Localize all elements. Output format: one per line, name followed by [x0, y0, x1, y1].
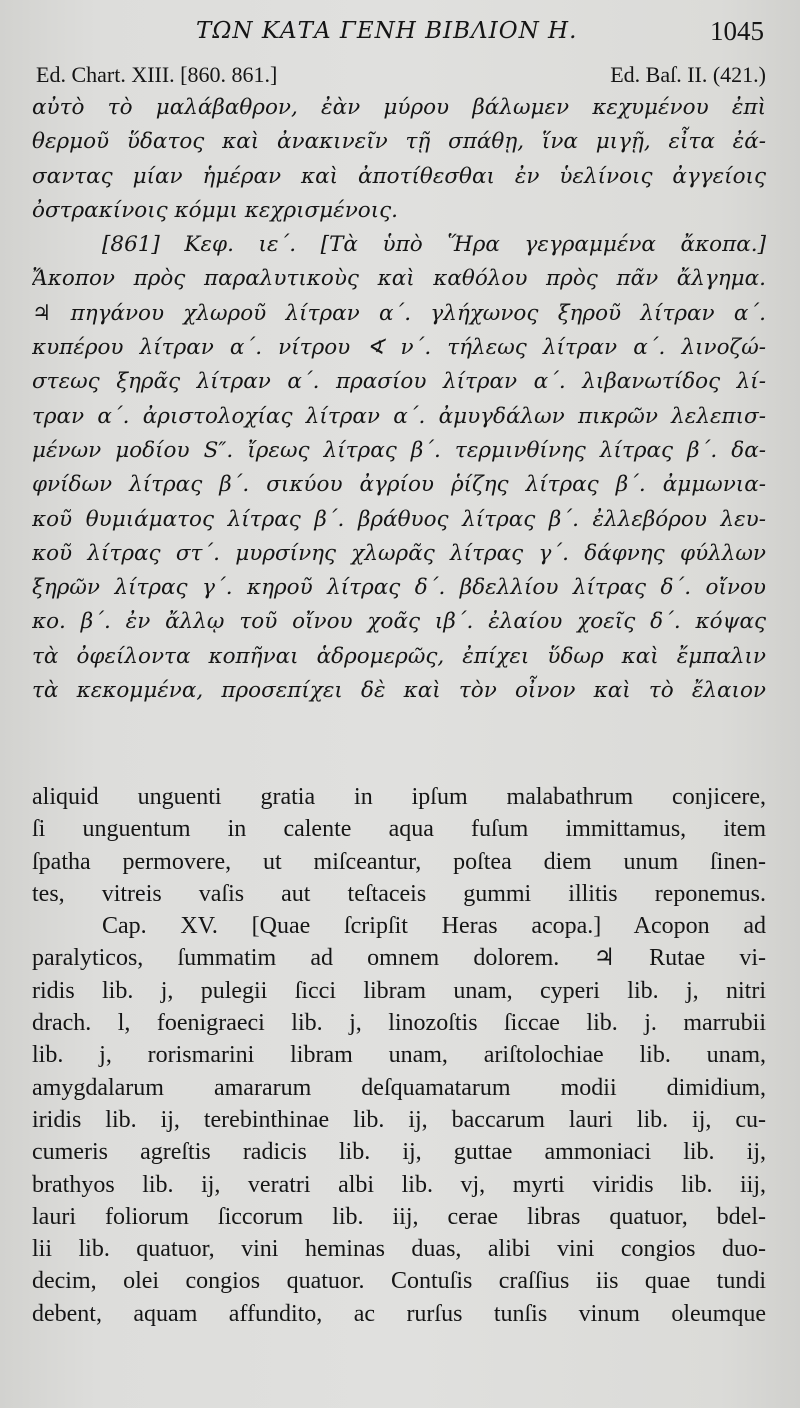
greek-line: αὐτὸ τὸ μαλάβαθρον, ἐὰν μύρου βάλωμεν κεχυμένου ἐπὶ [32, 95, 766, 120]
greek-line: τὰ κεκομμένα, προσεπίχει δὲ καὶ τὸν οἶνον καὶ τὸ ἔλαιον [32, 678, 766, 704]
latin-text-block [32, 781, 766, 1330]
greek-line: κοῦ λίτρας στ΄. μυρσίνης χλωρᾶς λίτρας γ΄. δάφνης φύλλων [32, 540, 766, 566]
latin-line: lauri foliorum ſiccorum lib. iij, cerae libras quatuor, bdel- [32, 1203, 766, 1230]
latin-chapter-heading: Cap. XV. [Quae ſcripſit Heras acopa.] Acopon ad [102, 913, 766, 940]
greek-line: φνίδων λίτρας β΄. σικύου ἀγρίου ῥίζης λίτρας β΄. ἀμμωνια- [32, 472, 766, 498]
latin-line: ſi unguentum in calente aqua fuſum immittamus, item [32, 816, 766, 843]
greek-line: στεως ξηρᾶς λίτραν α΄. πρασίου λίτραν α΄. λιβανωτίδος λί- [32, 369, 766, 395]
page-number: 1045 [710, 16, 764, 46]
greek-line: κο. β΄. ἐν ἄλλῳ τοῦ οἴνου χοᾶς ιβ΄. ἐλαίου χοεῖς δ΄. κόψας [32, 609, 766, 635]
latin-line: tes, vitreis vaſis aut teſtaceis gummi illitis reponemus. [32, 880, 766, 907]
greek-line: θερμοῦ ὕδατος καὶ ἀνακινεῖν τῇ σπάθῃ, ἵνα μιγῇ, εἶτα ἐά- [32, 129, 766, 155]
latin-line: drach. l, foenigraeci lib. j, linozoſtis ſiccae lib. j. marrubii [32, 1010, 766, 1037]
greek-line: μένων μοδίου S″. ἴρεως λίτρας β΄. τερμινθίνης λίτρας β΄. δα- [32, 437, 766, 463]
greek-line: ♃ πηγάνου χλωροῦ λίτραν α΄. γλήχωνος ξηροῦ λίτραν α΄. [32, 300, 766, 326]
latin-line: aliquid unguenti gratia in ipſum malabathrum conjicere, [32, 784, 766, 810]
greek-chapter-heading: [861] Κεφ. ιε΄. [Τὰ ὑπὸ Ἥρα γεγραμμένα ἄκοπα.] [102, 232, 766, 258]
greek-line: τραν α΄. ἀριστολοχίας λίτραν α΄. ἀμυγδάλων πικρῶν λελεπισ- [32, 403, 766, 429]
greek-line: ὀστρακίνοις κόμμι κεχρισμένοις. [32, 197, 399, 223]
greek-line: σαντας μίαν ἡμέραν καὶ ἀποτίθεσθαι ἐν ὑελίνοις ἀγγείοις [32, 163, 766, 189]
latin-line: lib. j, rorismarini libram unam, ariſtolochiae lib. unam, [32, 1042, 766, 1069]
greek-text-block [32, 91, 766, 708]
latin-line: cumeris agreſtis radicis lib. ij, guttae ammoniaci lib. ij, [32, 1139, 766, 1166]
latin-line: debent, aquam affundito, ac rurſus tunſis vinum oleumque [32, 1300, 766, 1327]
latin-line: amygdalarum amararum deſquamatarum modii dimidium, [32, 1074, 766, 1101]
latin-line: ſpatha permovere, ut miſceantur, poſtea diem unum ſinen- [32, 848, 766, 875]
latin-line: paralyticos, ſummatim ad omnem dolorem. ♃ Rutae vi- [32, 945, 766, 972]
running-head [0, 16, 800, 52]
latin-line: decim, olei congios quatuor. Contuſis craſſius iis quae tundi [32, 1268, 766, 1295]
greek-line: Ἄκοπον πρὸς παραλυτικοὺς καὶ καθόλου πρὸς πᾶν ἄλγημα. [32, 266, 766, 292]
greek-line: κυπέρου λίτραν α΄. νίτρου ∢ ν΄. τήλεως λίτραν α΄. λινοζώ- [32, 335, 766, 361]
latin-line: lii lib. quatuor, vini heminas duas, alibi vini congios duo- [32, 1236, 766, 1263]
greek-line: τὰ ὀφείλοντα κοπῆναι ἁδρομερῶς, ἐπίχει ὕδωρ καὶ ἔμπαλιν [32, 643, 766, 669]
latin-line: ridis lib. j, pulegii ſicci libram unam, cyperi lib. j, nitri [32, 977, 766, 1004]
greek-line: κοῦ θυμιάματος λίτρας β΄. βράθυος λίτρας β΄. ἐλλεβόρου λευ- [32, 506, 766, 532]
greek-line: ξηρῶν λίτρας γ΄. κηροῦ λίτρας δ΄. βδελλίου λίτρας δ΄. οἴνου [32, 575, 766, 601]
edition-reference-basel: Ed. Baſ. II. (421.) [610, 62, 766, 87]
edition-reference-line [36, 62, 766, 92]
latin-line: brathyos lib. ij, veratri albi lib. vj, myrti viridis lib. iij, [32, 1171, 766, 1198]
edition-reference-chartier: Ed. Chart. XIII. [860. 861.] [36, 62, 278, 87]
latin-line: iridis lib. ij, terebinthinae lib. ij, baccarum lauri lib. ij, cu- [32, 1106, 766, 1133]
running-title: ΤΩΝ ΚΑΤΑ ΓΕΝΗ ΒΙΒΛΙΟΝ Η. [196, 18, 578, 44]
